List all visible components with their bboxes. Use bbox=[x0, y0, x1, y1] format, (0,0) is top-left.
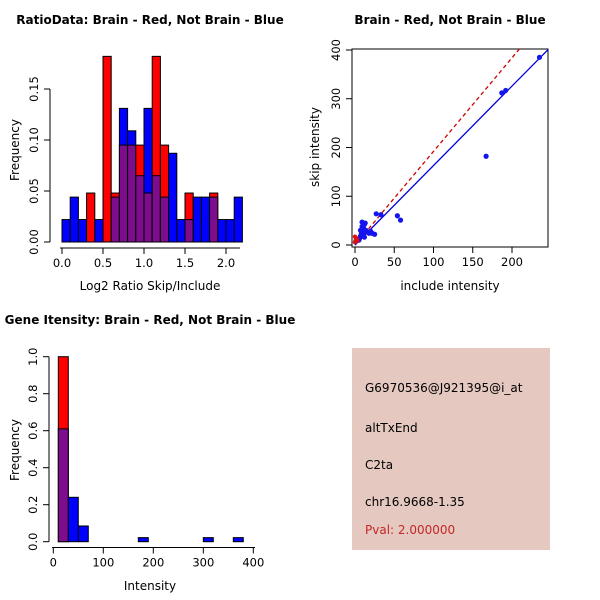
scatter-point-blue bbox=[503, 88, 508, 93]
scatter-point-red bbox=[355, 238, 359, 242]
x-tick-label: 50 bbox=[386, 255, 402, 269]
gene-intensity-histogram-panel bbox=[0, 300, 300, 600]
x-tick-label: 0.0 bbox=[52, 256, 72, 270]
x-tick-label: 200 bbox=[142, 555, 165, 570]
hist-bar-blue bbox=[78, 220, 86, 242]
y-tick-label: 200 bbox=[329, 136, 343, 159]
scatter-point-blue bbox=[537, 55, 542, 60]
hist-bar-blue bbox=[226, 220, 234, 242]
y-tick-label: 300 bbox=[329, 87, 343, 110]
x-tick-label: 300 bbox=[192, 555, 215, 570]
locus-text: chr16.9668-1.35 bbox=[365, 495, 465, 509]
scatter-point-blue bbox=[398, 218, 403, 223]
y-tick-label: 100 bbox=[329, 185, 343, 208]
hist-bar-blue bbox=[201, 197, 209, 242]
x-tick-label: 150 bbox=[461, 255, 484, 269]
scatter-point-red bbox=[353, 235, 357, 239]
hist-bar-overlap bbox=[152, 176, 160, 242]
pval-text: Pval: 2.000000 bbox=[365, 523, 456, 537]
intensity-scatter-panel bbox=[300, 0, 600, 300]
hist-bar-overlap bbox=[210, 197, 218, 242]
y-tick-label: 0 bbox=[329, 241, 343, 249]
probe-id-text: G6970536@J921395@i_at bbox=[365, 381, 523, 395]
scatter-point-blue bbox=[374, 211, 379, 216]
hist-bar-blue bbox=[177, 220, 185, 242]
scatter-point-blue bbox=[358, 228, 363, 233]
intensity-scatter-plot bbox=[300, 0, 600, 300]
scatter-point-blue bbox=[359, 219, 364, 224]
y-tick-label: 1.0 bbox=[26, 347, 40, 366]
scatter-point-blue bbox=[483, 154, 488, 159]
hist-bar-overlap bbox=[119, 145, 127, 242]
hist-bar-blue bbox=[68, 497, 78, 541]
hist-bar-blue bbox=[95, 220, 103, 242]
gene-info-panel bbox=[352, 348, 550, 550]
ratio-histogram-plot bbox=[0, 0, 300, 300]
fit-line-not-brain-fit bbox=[355, 50, 548, 245]
intensity-scatter-xlabel: include intensity bbox=[400, 279, 500, 293]
hist-bar-overlap bbox=[185, 220, 193, 242]
y-tick-label: 0.0 bbox=[26, 532, 40, 551]
hist-bar-overlap bbox=[111, 197, 119, 242]
x-tick-label: 400 bbox=[242, 555, 265, 570]
hist-bar-red bbox=[87, 193, 95, 242]
ratio-histogram-panel bbox=[0, 0, 300, 300]
gene-name-text: C2ta bbox=[365, 458, 394, 472]
hist-bar-blue bbox=[138, 538, 148, 542]
scatter-point-blue bbox=[378, 212, 383, 217]
y-tick-label: 0.2 bbox=[26, 495, 40, 514]
x-tick-label: 100 bbox=[92, 555, 115, 570]
x-tick-label: 1.5 bbox=[175, 256, 195, 270]
hist-bar-blue bbox=[234, 197, 242, 242]
y-tick-label: 0.6 bbox=[26, 421, 40, 440]
hist-bar-overlap bbox=[144, 193, 152, 242]
gene-intensity-histogram-plot bbox=[0, 300, 300, 600]
hist-bar-overlap bbox=[136, 176, 144, 242]
hist-bar-blue bbox=[169, 153, 177, 242]
x-tick-label: 2.0 bbox=[216, 256, 236, 270]
x-tick-label: 100 bbox=[422, 255, 445, 269]
scatter-point-blue bbox=[395, 213, 400, 218]
x-tick-label: 0.5 bbox=[93, 256, 113, 270]
hist-bar-overlap bbox=[160, 197, 168, 242]
y-tick-label: 0.00 bbox=[27, 229, 41, 255]
y-tick-label: 0.10 bbox=[27, 127, 41, 153]
gene-intensity-histogram-ylabel: Frequency bbox=[8, 419, 22, 481]
hist-bar-blue bbox=[203, 538, 213, 542]
hist-bar-overlap bbox=[128, 145, 136, 242]
hist-bar-blue bbox=[70, 197, 78, 242]
scatter-point-blue bbox=[372, 232, 377, 237]
ratio-histogram-xlabel: Log2 Ratio Skip/Include bbox=[79, 279, 221, 293]
x-tick-label: 0 bbox=[351, 255, 359, 269]
hist-bar-blue bbox=[233, 538, 243, 542]
hist-bar-blue bbox=[62, 220, 70, 242]
gene-intensity-histogram-xlabel: Intensity bbox=[123, 579, 177, 593]
y-tick-label: 0.8 bbox=[26, 384, 40, 403]
hist-bar-blue bbox=[218, 220, 226, 242]
x-tick-label: 200 bbox=[501, 255, 523, 269]
hist-bar-blue bbox=[78, 526, 88, 542]
scatter-point-blue bbox=[362, 235, 367, 240]
y-tick-label: 0.05 bbox=[27, 178, 41, 204]
hist-bar-red bbox=[103, 56, 111, 242]
ratio-histogram-ylabel: Frequency bbox=[8, 119, 22, 181]
y-tick-label: 0.15 bbox=[27, 76, 41, 102]
event-type-text: altTxEnd bbox=[365, 421, 418, 435]
x-tick-label: 0 bbox=[49, 555, 57, 570]
y-tick-label: 400 bbox=[329, 39, 343, 61]
hist-bar-overlap bbox=[58, 429, 68, 542]
gene-intensity-histogram-title: Gene Itensity: Brain - Red, Not Brain - Blue bbox=[4, 313, 296, 327]
hist-bar-blue bbox=[193, 197, 201, 242]
intensity-scatter-ylabel: skip intensity bbox=[308, 107, 322, 187]
y-tick-label: 0.4 bbox=[26, 458, 40, 477]
intensity-scatter-title: Brain - Red, Not Brain - Blue bbox=[354, 13, 546, 27]
x-tick-label: 1.0 bbox=[134, 256, 154, 270]
ratio-histogram-title: RatioData: Brain - Red, Not Brain - Blue bbox=[16, 13, 284, 27]
